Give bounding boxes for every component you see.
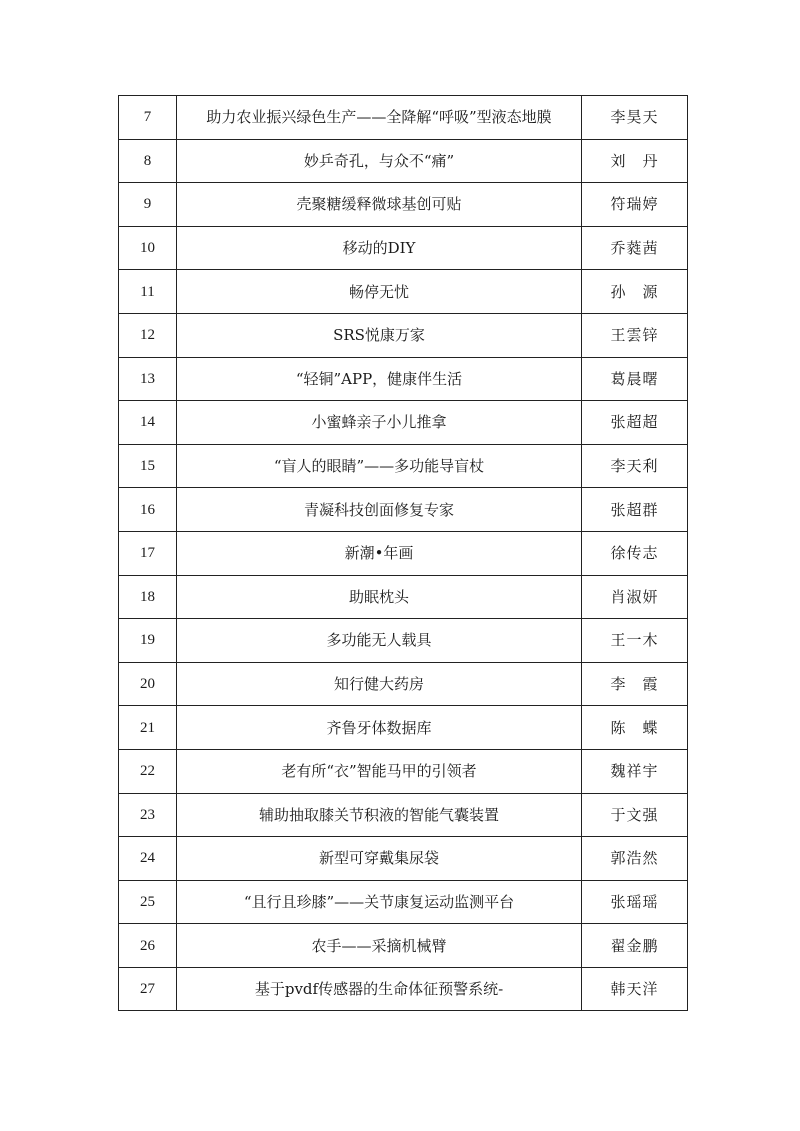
table-row <box>119 662 688 706</box>
leader-name: 符瑞婷 <box>582 183 688 227</box>
row-number: 20 <box>119 662 177 706</box>
leader-name: 肖淑妍 <box>582 575 688 619</box>
row-number: 13 <box>119 357 177 401</box>
row-number: 10 <box>119 226 177 270</box>
row-number: 27 <box>119 967 177 1011</box>
leader-name: 郭浩然 <box>582 837 688 881</box>
table-row <box>119 619 688 663</box>
row-number: 8 <box>119 139 177 183</box>
table-row <box>119 444 688 488</box>
table-row <box>119 706 688 750</box>
row-number: 16 <box>119 488 177 532</box>
table-row <box>119 749 688 793</box>
table-row <box>119 924 688 968</box>
leader-name: 张超超 <box>582 401 688 445</box>
project-title: “且行且珍膝”——关节康复运动监测平台 <box>177 880 582 924</box>
project-title: SRS悦康万家 <box>177 313 582 357</box>
project-title: 基于pvdf传感器的生命体征预警系统- <box>177 967 582 1011</box>
table-row <box>119 313 688 357</box>
leader-name: 李 霞 <box>582 662 688 706</box>
row-number: 23 <box>119 793 177 837</box>
row-number: 22 <box>119 749 177 793</box>
row-number: 25 <box>119 880 177 924</box>
table-row <box>119 357 688 401</box>
table-row <box>119 531 688 575</box>
project-title: 齐鲁牙体数据库 <box>177 706 582 750</box>
project-title: 助力农业振兴绿色生产——全降解“呼吸”型液态地膜 <box>177 96 582 140</box>
leader-name: 王一木 <box>582 619 688 663</box>
leader-name: 张超群 <box>582 488 688 532</box>
project-title: 助眠枕头 <box>177 575 582 619</box>
table-row <box>119 880 688 924</box>
project-title: “盲人的眼睛”——多功能导盲杖 <box>177 444 582 488</box>
row-number: 7 <box>119 96 177 140</box>
table-row <box>119 183 688 227</box>
row-number: 12 <box>119 313 177 357</box>
row-number: 9 <box>119 183 177 227</box>
project-title: “轻铜”APP，健康伴生活 <box>177 357 582 401</box>
table-row <box>119 488 688 532</box>
leader-name: 陈 蝶 <box>582 706 688 750</box>
table-row <box>119 793 688 837</box>
table-row <box>119 270 688 314</box>
project-title: 知行健大药房 <box>177 662 582 706</box>
project-title: 畅停无忧 <box>177 270 582 314</box>
row-number: 21 <box>119 706 177 750</box>
project-title: 农手——采摘机械臂 <box>177 924 582 968</box>
table-row <box>119 575 688 619</box>
row-number: 14 <box>119 401 177 445</box>
table-row <box>119 401 688 445</box>
table-row <box>119 837 688 881</box>
row-number: 18 <box>119 575 177 619</box>
project-title: 妙乒奇孔，与众不“痛” <box>177 139 582 183</box>
project-title: 辅助抽取膝关节积液的智能气囊装置 <box>177 793 582 837</box>
leader-name: 王雲锌 <box>582 313 688 357</box>
leader-name: 孙 源 <box>582 270 688 314</box>
leader-name: 魏祥宇 <box>582 749 688 793</box>
table-body <box>119 96 688 1011</box>
row-number: 15 <box>119 444 177 488</box>
leader-name: 乔蕤茜 <box>582 226 688 270</box>
row-number: 19 <box>119 619 177 663</box>
table-row <box>119 967 688 1011</box>
leader-name: 韩天洋 <box>582 967 688 1011</box>
project-title: 老有所“衣”智能马甲的引领者 <box>177 749 582 793</box>
row-number: 17 <box>119 531 177 575</box>
project-title: 移动的DIY <box>177 226 582 270</box>
leader-name: 葛晨曙 <box>582 357 688 401</box>
leader-name: 李昊天 <box>582 96 688 140</box>
table-row <box>119 139 688 183</box>
project-title: 新潮•年画 <box>177 531 582 575</box>
project-title: 青凝科技创面修复专家 <box>177 488 582 532</box>
project-title: 多功能无人载具 <box>177 619 582 663</box>
project-title: 新型可穿戴集尿袋 <box>177 837 582 881</box>
row-number: 24 <box>119 837 177 881</box>
leader-name: 翟金鹏 <box>582 924 688 968</box>
project-title: 小蜜蜂亲子小儿推拿 <box>177 401 582 445</box>
row-number: 26 <box>119 924 177 968</box>
table-row <box>119 226 688 270</box>
table-row <box>119 96 688 140</box>
leader-name: 李天利 <box>582 444 688 488</box>
project-title: 壳聚糖缓释微球基创可贴 <box>177 183 582 227</box>
leader-name: 徐传志 <box>582 531 688 575</box>
leader-name: 张瑶瑶 <box>582 880 688 924</box>
leader-name: 于文强 <box>582 793 688 837</box>
row-number: 11 <box>119 270 177 314</box>
leader-name: 刘 丹 <box>582 139 688 183</box>
project-list-table <box>118 95 688 1011</box>
